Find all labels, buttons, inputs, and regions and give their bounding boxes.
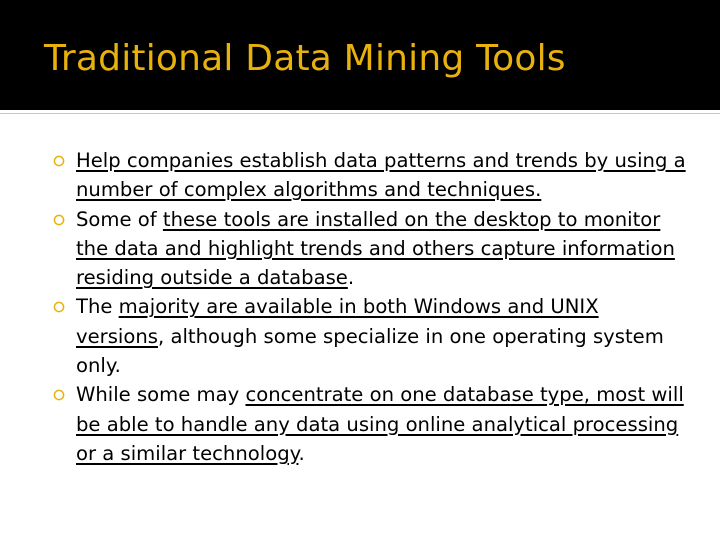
slide-title: Traditional Data Mining Tools bbox=[44, 38, 566, 79]
circle-outline-icon bbox=[53, 155, 65, 167]
bullet-text: Help companies establish data patterns and trends by using a number of complex algorithms and techniques. bbox=[76, 149, 686, 202]
circle-outline-icon bbox=[53, 389, 65, 401]
bullet-text: The bbox=[76, 295, 119, 319]
bullet-text-underlined: majority are available in both Windows and UNIX versions bbox=[76, 295, 599, 348]
bullet-text: . bbox=[298, 441, 305, 465]
bullet-text: , although some specialize in one operating system only. bbox=[76, 324, 664, 378]
bullet-text: . bbox=[347, 266, 355, 290]
bullet-list bbox=[0, 146, 720, 468]
bullet-item bbox=[0, 292, 720, 380]
bullet-text: Some of bbox=[76, 207, 163, 231]
title-bar bbox=[0, 0, 720, 110]
title-divider-line bbox=[0, 113, 720, 114]
bullet-text: While some may bbox=[76, 383, 246, 407]
bullet-item bbox=[0, 205, 720, 293]
circle-outline-icon bbox=[53, 214, 65, 226]
bullet-text-underlined: these tools are installed on the desktop to monitor the data and highlight trends and others capture information residing outside a database bbox=[76, 207, 675, 290]
circle-outline-icon bbox=[53, 301, 65, 313]
bullet-item bbox=[0, 146, 720, 205]
bullet-item bbox=[0, 380, 720, 468]
bullet-text-underlined: concentrate on one database type, most will be able to handle any data using online analytical processing or a similar technology bbox=[76, 383, 684, 465]
